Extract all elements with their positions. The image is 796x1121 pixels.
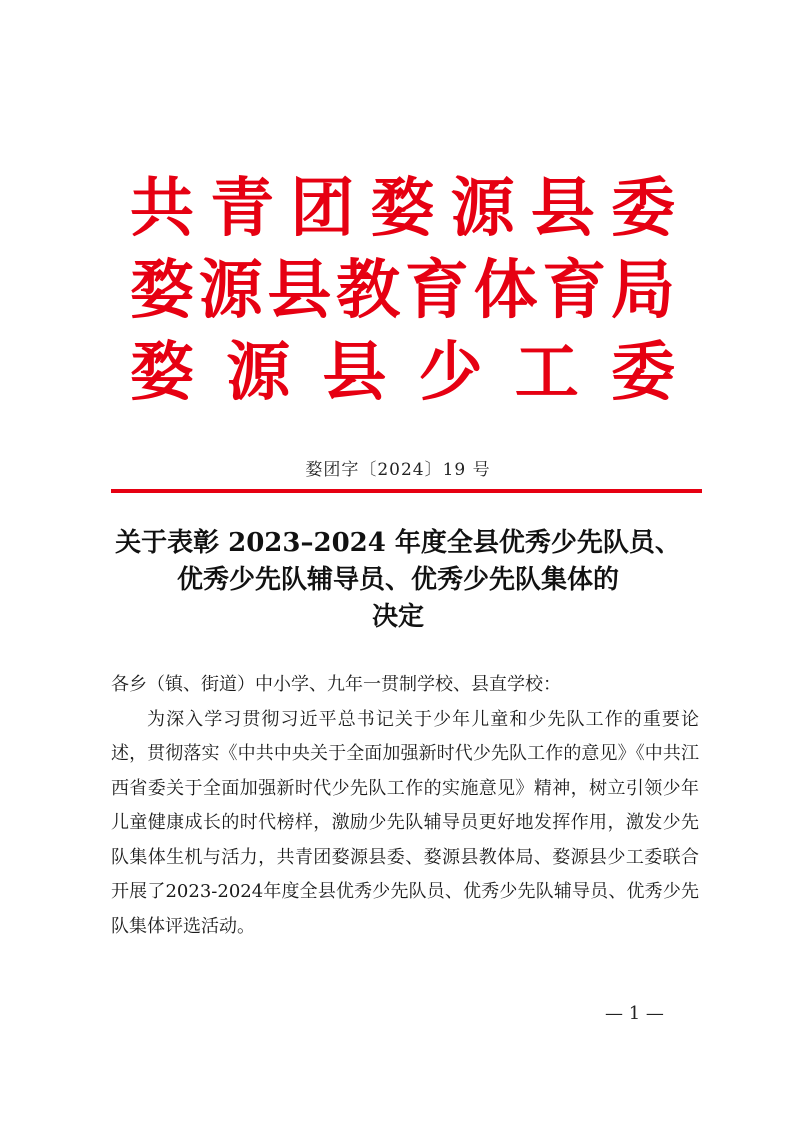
title-line-3: 决定 (371, 602, 424, 632)
issuer-line-1 (130, 168, 675, 250)
issuer-char: 县 (267, 253, 332, 328)
issuer-char: 局 (610, 253, 675, 328)
issuer-char: 共 (130, 171, 194, 246)
issuer-char: 婺 (130, 335, 194, 410)
document-title (60, 525, 736, 636)
issuer-char: 团 (290, 171, 355, 246)
title-line-1: 关于表彰 2023–2024 年度全县优秀少先队员、 (115, 528, 681, 558)
issuer-char: 县 (322, 335, 387, 410)
issuer-char: 委 (610, 171, 675, 246)
issuer-char: 育 (542, 253, 607, 328)
page-number: — 1 — (605, 1003, 664, 1024)
issuer-char: 少 (418, 335, 483, 410)
issuer-char: 源 (226, 335, 291, 410)
document-number: 婺团字〔2024〕19 号 (305, 460, 491, 480)
issuer-char: 婺 (130, 253, 194, 328)
issuer-char: 育 (404, 253, 469, 328)
issuer-char: 教 (336, 253, 401, 328)
red-divider-line (111, 489, 702, 493)
body-paragraph-1: 为深入学习贯彻习近平总书记关于少年儿童和少先队工作的重要论述，贯彻落实《中共中央关于全面加强新时代少先队工作的意见》《中共江西省委关于全面加强新时代少先队工作的实施意见》精神，树立引领少年儿童健康成长的时代榜样，激励少先队辅导员更好地发挥作用，激发少先队集体生机与活力，共青团婺源县委、婺源县教体局、婺源县少工委联合开展了2023-2024年度全县优秀少先队员、优秀少先队辅导员、优秀少先队集体评选活动。 (111, 708, 699, 937)
issuer-char: 源 (198, 253, 263, 328)
issuer-char: 工 (514, 335, 579, 410)
issuer-char: 源 (450, 171, 515, 246)
issuer-header (130, 168, 675, 414)
issuer-char: 体 (473, 253, 538, 328)
issuer-char: 婺 (370, 171, 435, 246)
document-body (111, 668, 699, 944)
issuer-line-3 (130, 332, 675, 414)
issuer-char: 委 (610, 335, 675, 410)
title-line-2: 优秀少先队辅导员、优秀少先队集体的 (176, 565, 619, 595)
salutation: 各乡（镇、街道）中小学、九年一贯制学校、县直学校： (111, 674, 561, 695)
issuer-char: 青 (210, 171, 275, 246)
issuer-line-2 (130, 250, 675, 332)
issuer-char: 县 (530, 171, 595, 246)
